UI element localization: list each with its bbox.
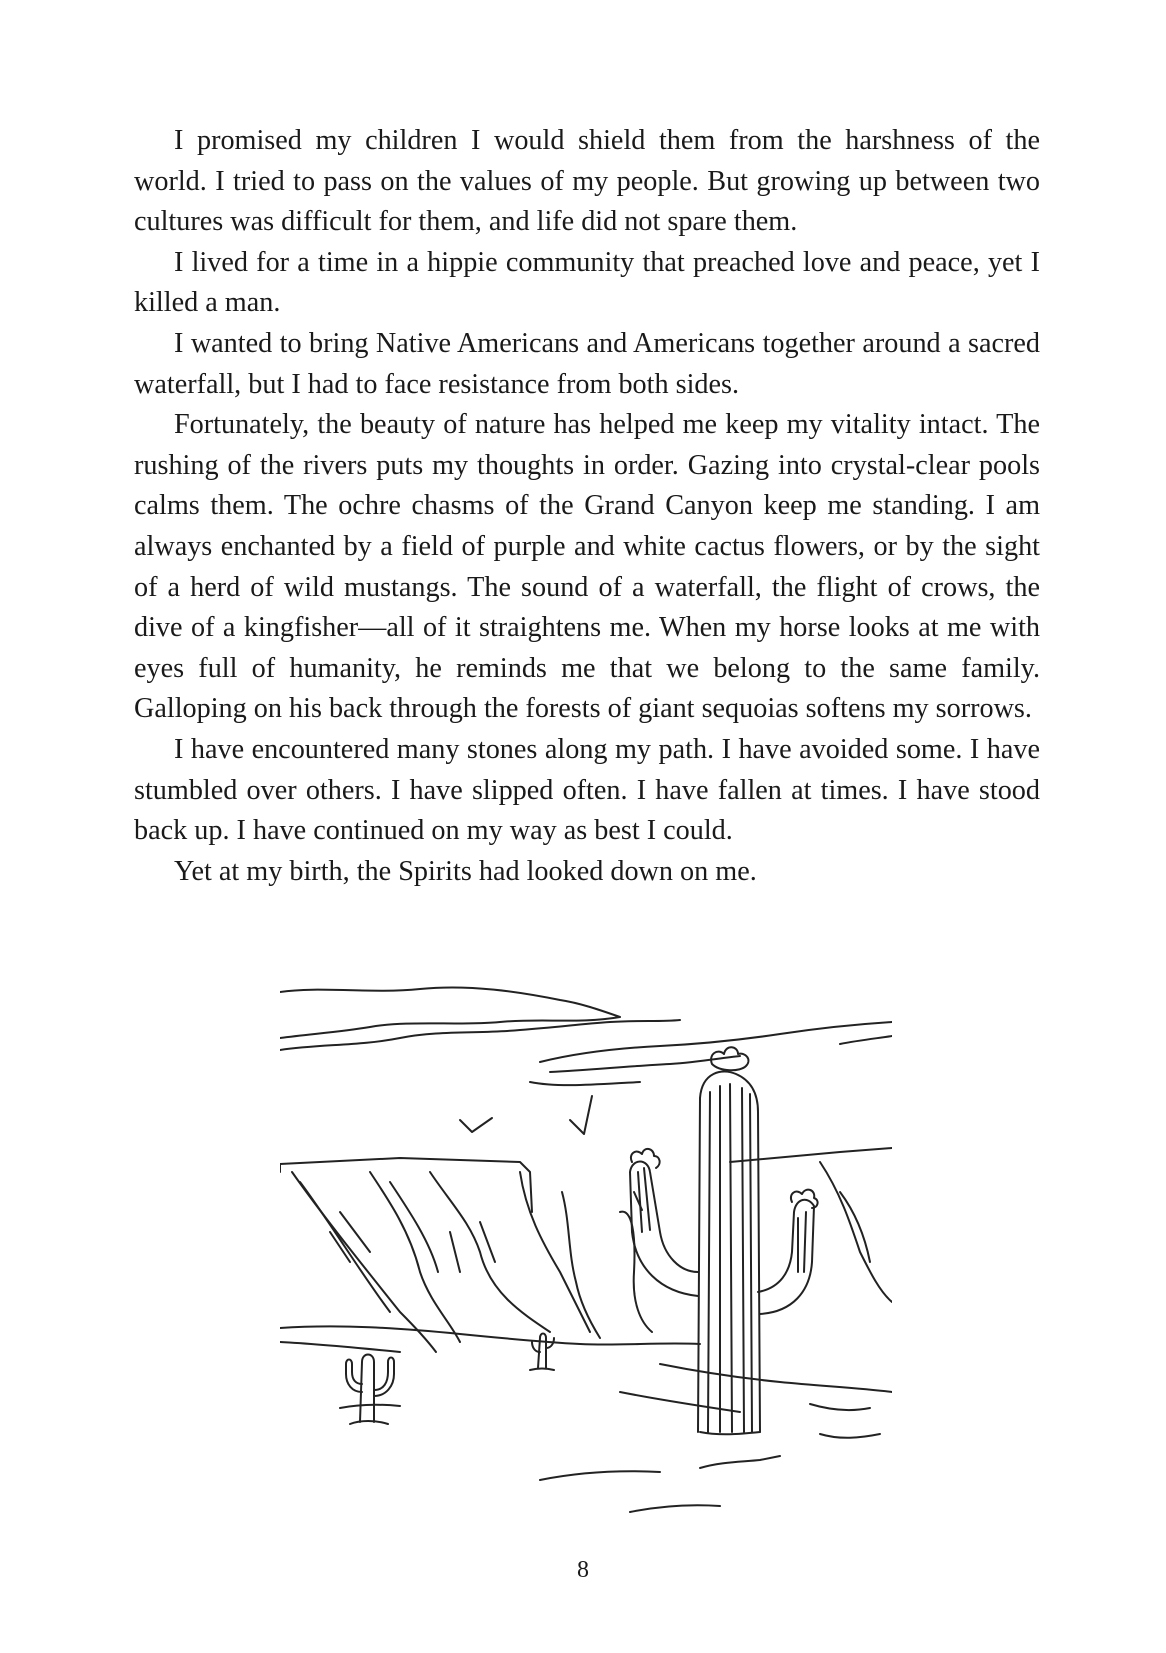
paragraph: Fortunately, the beauty of nature has helped me keep my vitality intact. The rushing of the rivers puts my thoughts in order. Gazing into crystal-clear pools calms them. The ochre chasms of the Grand Canyon keep me standing. I am always enchanted by a field of purple and white cactus flowers, or by the sight of a herd of wild mustangs. The sound of a waterfall, the flight of crows, the dive of a kingfisher—all of it straightens me. When my horse looks at me with eyes full of humanity, he reminds me that we belong to the same family. Galloping on his back through the forests of giant sequoias softens my sorrows. [134,409,1040,725]
small-saguaro-cacti [346,1334,554,1425]
paragraph: I wanted to bring Native Americans and Americans together around a sacred waterfall, but I had to face resistance from both sides. [134,327,1040,400]
paragraph: I have encountered many stones along my path. I have avoided some. I have stumbled over others. I have slipped often. I have fallen at times. I have stood back up. I have continued on my way as best I could. [134,733,1040,847]
clouds [280,987,892,1085]
desert-canyon-drawing [280,972,892,1520]
paragraph: Yet at my birth, the Spirits had looked down on me. [174,855,757,887]
body-text [134,121,1040,892]
canyon [280,1148,892,1352]
large-saguaro-cactus [630,1047,818,1434]
desert-canyon-illustration [280,972,892,1520]
paragraph: I lived for a time in a hippie community that preached love and peace, yet I killed a man. [134,246,1040,319]
page-number: 8 [577,1557,589,1583]
desert-floor [280,1342,892,1512]
birds [460,1096,592,1134]
paragraph: I promised my children I would shield them from the harshness of the world. I tried to pass on the values of my people. But growing up between two cultures was difficult for them, and life did not spare them. [134,125,1040,238]
